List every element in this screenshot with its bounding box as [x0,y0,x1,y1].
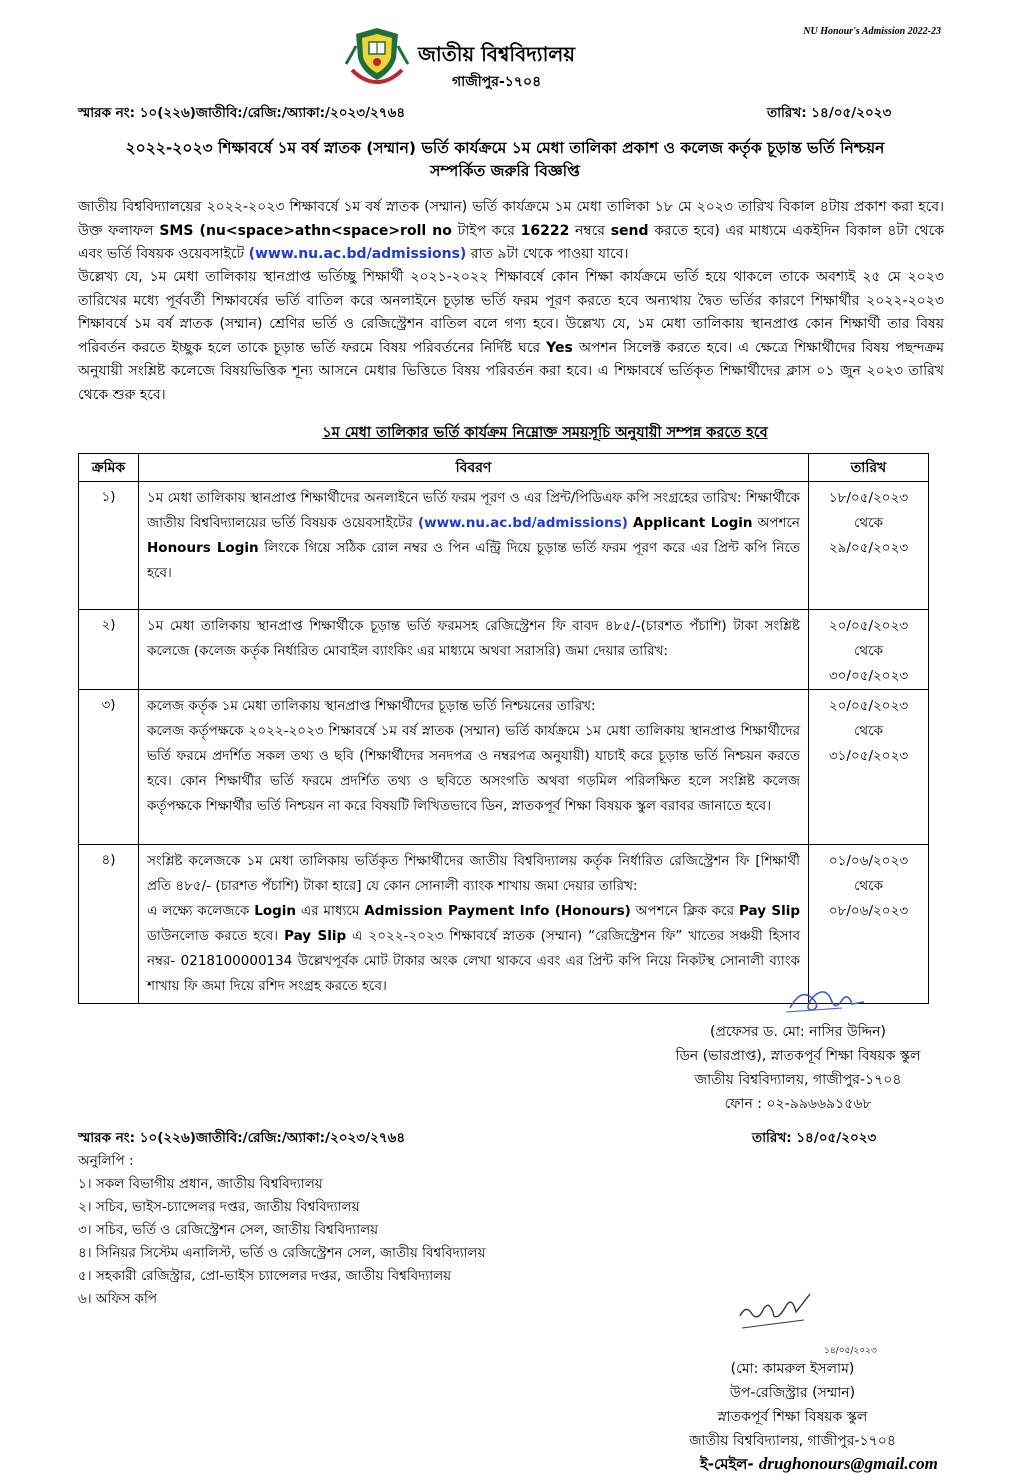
row-description: সংশ্লিষ্ট কলেজকে ১ম মেধা তালিকায় ভর্তিকৃত শিক্ষার্থীদের জাতীয় বিশ্ববিদ্যালয় কর্তৃক নির্ধারিত রেজিস্ট্রেশন ফি [শিক্ষার্থী প্রতি ৪৮৫/- (চারশত পঁচাশি) টাকা হারে] যে কোন সোনালী ব্যাংক শাখায় জমা দেয়ার তারিখ: এ লক্ষ্যে কলেজকে Login এর মাধ্যমে Admission Payment Info (Honours) অপশনে ক্লিক করে Pay Slip ডাউনলোড করতে হবে। Pay Slip এ ২০২২-২০২৩ শিক্ষাবর্ষে স্নাতক (সম্মান) “রেজিস্ট্রেশন ফি” খাতের সঞ্চয়ী হিসাব নম্বর- 0218100000134 উল্লেখপূর্বক মোট টাকার অংক লেখা থাকবে এবং এর প্রিন্ট কপি নিয়ে নিকটস্থ সোনালী ব্যাংক শাখায় ফি জমা দিয়ে রশিদ সংগ্রহ করতে হবে। [139,845,809,1004]
signatory-name: (মো: কামরুল ইসলাম) [730,1361,855,1377]
intro-paragraph-2: উল্লেখ্য যে, ১ম মেধা তালিকায় স্থানপ্রাপ্ত ভর্তিচ্ছু শিক্ষার্থী ২০২১-২০২২ শিক্ষাবর্ষে কোন শিক্ষা কার্যক্রমে ভর্তি হয়ে থাকলে তাকে অবশ্যই ২৫ মে ২০২৩ তারিখের মধ্যে পূর্ববর্তী শিক্ষাবর্ষের ভর্তি বাতিল করে অনলাইনে চূড়ান্ত ভর্তি ফরম পূরণ করতে হবে অন্যথায় দ্বৈত ভর্তির কারণে শিক্ষার্থীর ২০২২-২০২৩ শিক্ষাবর্ষে ১ম বর্ষ স্নাতক (সম্মান) শ্রেণির ভর্তি ও রেজিস্ট্রেশন বাতিল বলে গণ্য হবে। উল্লেখ্য যে, ১ম মেধা তালিকায় স্থানপ্রাপ্ত কোন শিক্ষার্থী তার বিষয় পরিবর্তন করতে ইচ্ছুক হলে তাকে চূড়ান্ত ভর্তি ফরমে বিষয় পরিবর্তনের নির্দিষ্ট ঘরে Yes অপশন সিলেক্ট করতে হবে। এ ক্ষেত্রে শিক্ষার্থীদের বিষয় পছন্দক্রম অনুযায়ী সংশ্লিষ্ট কলেজে বিষয়ভিত্তিক শূন্য আসনে মেধার ভিত্তিতে বিষয় পরিবর্তন করা হবে। এ শিক্ষাবর্ষে ভর্তিকৃত শিক্ষার্থীদের ক্লাস ০১ জুন ২০২৩ তারিখ থেকে শুরু হবে। [78,269,944,403]
row-date: ১৮/০৫/২০২৩ থেকে ২৯/০৫/২০২৩ [809,482,929,610]
list-item: ২। সচিব, ভাইস-চ্যান্সেলর দপ্তর, জাতীয় বিশ্ববিদ্যালয় [78,1199,360,1215]
list-item: ৫। সহকারী রেজিস্ট্রার, প্রো-ভাইস চ্যান্সেলর দপ্তর, জাতীয় বিশ্ববিদ্যালয় [78,1268,452,1284]
row-date: ২০/০৫/২০২৩ থেকে ৩০/০৫/২০২৩ [809,610,929,690]
registrar-signature [730,1290,840,1330]
col-desc-header: বিবরণ [139,454,809,482]
footer-memo-number: স্মারক নং: ১০(২২৬)জাতীবি:/রেজি:/অ্যাকা:/২০২৩/২৭৬৪ [78,1130,406,1146]
row-description: ১ম মেধা তালিকায় স্থানপ্রাপ্ত শিক্ষার্থীকে চূড়ান্ত ভর্তি ফরমসহ রেজিস্ট্রেশন ফি বাবদ ৪৮৫/-(চারশত পঁচাশি) টাকা সংশ্লিষ্ট কলেজে (কলেজ কর্তৃক নির্ধারিত মোবাইল ব্যাংকিং এর মাধ্যমে অথবা সরাসরি) জমা দেয়ার তারিখ: [139,610,809,690]
list-item: ৩। সচিব, ভর্তি ও রেজিস্ট্রেশন সেল, জাতীয় বিশ্ববিদ্যালয় [78,1222,379,1238]
admissions-link[interactable]: (www.nu.ac.bd/admissions) [248,246,467,262]
col-serial-header: ক্রমিক [79,454,139,482]
row-serial: ১) [79,482,139,610]
document-corner-note: NU Honour's Admission 2022-23 [803,26,941,37]
signatory-org: জাতীয় বিশ্ববিদ্যালয়, গাজীপুর-১৭০৪ [689,1433,896,1449]
registrar-sign-date: ১৪/০৫/২০২৩ [824,1346,877,1356]
signatory-org: জাতীয় বিশ্ববিদ্যালয়, গাজীপুর-১৭০৪ [694,1072,902,1088]
signatory-school: স্নাতকপূর্ব শিক্ষা বিষয়ক স্কুল [717,1409,868,1425]
email-link[interactable]: drughonours@gmail.com [758,1454,938,1473]
copy-label: অনুলিপি : [78,1153,134,1169]
dean-signature [782,978,892,1018]
schedule-title: ১ম মেধা তালিকার ভর্তি কার্যক্রম নিম্নোক্ত সময়সূচি অনুযায়ী সম্পন্ন করতে হবে [322,425,768,441]
row-serial: ৪) [79,845,139,1004]
table-header-row [79,454,929,482]
university-address: গাজীপুর-১৭০৪ [452,74,542,90]
signatory-title: উপ-রেজিস্ট্রার (সম্মান) [729,1385,856,1401]
col-date-header: তারিখ [809,454,929,482]
contact-email [700,1453,938,1478]
signatory-dean [658,1020,938,1116]
headline-line-2: সম্পর্কিত জরুরি বিজ্ঞপ্তি [430,162,580,180]
schedule-table [78,453,929,1004]
university-logo [342,24,412,86]
list-item: ৪। সিনিয়র সিস্টেম এনালিস্ট, ভর্তি ও রেজিস্ট্রেশন সেল, জাতীয় বিশ্ববিদ্যালয় [78,1245,486,1261]
notice-headline [60,137,950,183]
email-label: ই-মেইল- [700,1455,759,1473]
row-date: ০১/০৬/২০২৩ থেকে ০৮/০৬/২০২৩ [809,845,929,1004]
intro-paragraph-1: জাতীয় বিশ্ববিদ্যালয়ের ২০২২-২০২৩ শিক্ষাবর্ষে ১ম বর্ষ স্নাতক (সম্মান) ভর্তি কার্যক্রমে ১ম মেধা তালিকা ১৮ মে ২০২৩ তারিখ বিকাল ৪টায় প্রকাশ করা হবে। উক্ত ফলাফল SMS (nu<space>athn<space>roll no টাইপ করে 16222 নম্বরে send করতে হবে) এর মাধ্যমে একইদিন বিকাল ৪টা থেকে এবং ভর্তি বিষয়ক ওয়েবসাইটে (www.nu.ac.bd/admissions) রাত ৯টা থেকে পাওয়া যাবে। [78,199,944,262]
footer-memo-date: তারিখ: ১৪/০৫/২০২৩ [752,1130,877,1146]
signatory-name: (প্রফেসর ড. মো: নাসির উদ্দিন) [710,1024,886,1040]
list-item: ৬। অফিস কপি [78,1291,157,1307]
headline-line-1: ২০২২-২০২৩ শিক্ষাবর্ষে ১ম বর্ষ স্নাতক (সম্মান) ভর্তি কার্যক্রমে ১ম মেধা তালিকা প্রকাশ ও কলেজ কর্তৃক চূড়ান্ত ভর্তি নিশ্চয়ন [125,139,885,157]
copy-distribution-list [78,1150,486,1311]
memo-number: স্মারক নং: ১০(২২৬)জাতীবি:/রেজি:/অ্যাকা:/২০২৩/২৭৬৪ [78,105,406,121]
university-name: জাতীয় বিশ্ববিদ্যালয় [418,42,576,66]
row-date: ২০/০৫/২০২৩ থেকে ৩১/০৫/২০২৩ [809,690,929,845]
list-item: ১। সকল বিভাগীয় প্রধান, জাতীয় বিশ্ববিদ্যালয় [78,1176,323,1192]
row-description: কলেজ কর্তৃক ১ম মেধা তালিকায় স্থানপ্রাপ্ত শিক্ষার্থীদের চূড়ান্ত ভর্তি নিশ্চয়নের তারিখ: কলেজ কর্তৃপক্ষকে ২০২২-২০২৩ শিক্ষাবর্ষে ১ম বর্ষ স্নাতক (সম্মান) ভর্তি কার্যক্রমে ১ম মেধা তালিকায় স্থানপ্রাপ্ত শিক্ষার্থীদের ভর্তি ফরমে প্রদর্শিত সকল তথ্য ও ছবি (শিক্ষার্থীদের সনদপত্র ও নম্বরপত্র অনুযায়ী) যাচাই করে চূড়ান্ত ভর্তি নিশ্চয়ন করতে হবে। কোন শিক্ষার্থীর ভর্তি ফরমে প্রদর্শিত তথ্য ও ছবিতে অসংগতি অথবা গড়মিল পরিলক্ষিত হলে সংশ্লিষ্ট কলেজ কর্তৃপক্ষকে শিক্ষার্থীর ভর্তি নিশ্চয়ন না করে বিষয়টি লিখিতভাবে ডিন, স্নাতকপূর্ব শিক্ষা বিষয়ক স্কুল বরাবর জানাতে হবে। [139,690,809,845]
table-row [79,690,929,845]
memo-date: তারিখ: ১৪/০৫/২০২৩ [767,105,892,121]
signatory-title: ডিন (ভারপ্রাপ্ত), স্নাতকপূর্ব শিক্ষা বিষয়ক স্কুল [675,1048,921,1064]
table-row [79,610,929,690]
admissions-link[interactable]: (www.nu.ac.bd/admissions) [417,515,628,531]
table-row [79,482,929,610]
row-description: ১ম মেধা তালিকায় স্থানপ্রাপ্ত শিক্ষার্থীদের অনলাইনে ভর্তি ফরম পূরণ ও এর প্রিন্ট/পিডিএফ কপি সংগ্রহের তারিখ: শিক্ষার্থীকে জাতীয় বিশ্ববিদ্যালয়ের ভর্তি বিষয়ক ওয়েবসাইটের (www.nu.ac.bd/admissions) Applicant Login অপশনে Honours Login লিংকে গিয়ে সঠিক রোল নম্বর ও পিন এন্ট্রি দিয়ে চূড়ান্ত ভর্তি ফরম পূরণ করে এর প্রিন্ট কপি নিতে হবে। [139,482,809,610]
signatory-registrar [660,1357,925,1453]
row-serial: ৩) [79,690,139,845]
signatory-phone: ফোন : ০২-৯৯৬৬৯১৫৬৮ [724,1096,872,1112]
row-serial: ২) [79,610,139,690]
